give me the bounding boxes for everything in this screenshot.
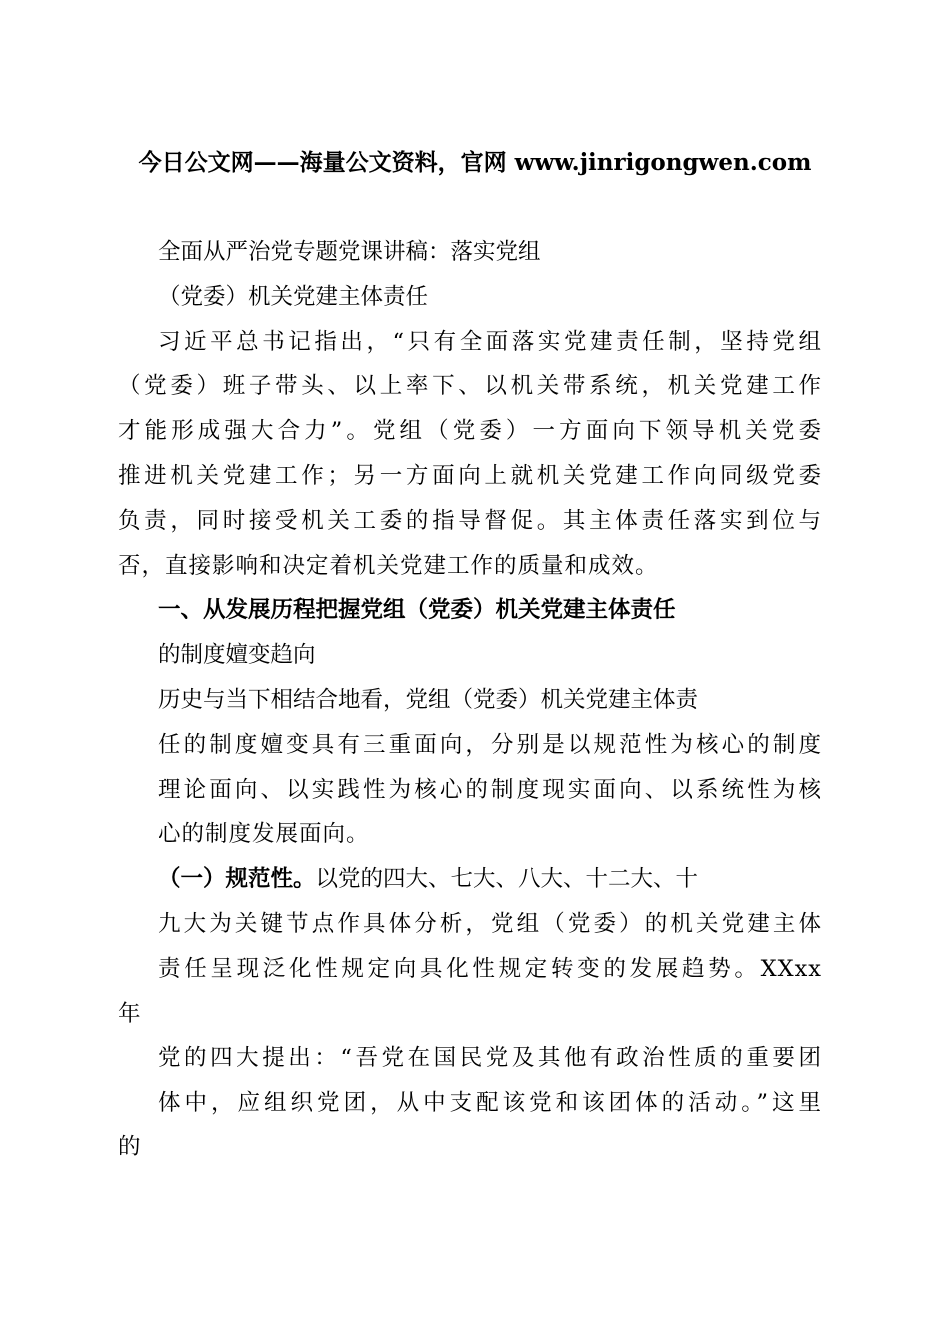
subsection-1-para-line-3: 年 bbox=[118, 1001, 141, 1027]
intro-line-1: 习近平总书记指出，“只有全面落实党建责任制，坚持党组 bbox=[158, 329, 822, 355]
subsection-1-bold-lead: （一）规范性。 bbox=[158, 866, 316, 892]
site-header: 今日公文网——海量公文资料，官网 www.jinrigongwen.com bbox=[138, 149, 812, 176]
subsection-1-lead-rest: 以党的四大、七大、八大、十二大、十 bbox=[315, 866, 699, 892]
intro-line-2: （党委）班子带头、以上率下、以机关带系统，机关党建工作 bbox=[118, 373, 822, 399]
intro-line-5: 负责，同时接受机关工委的指导督促。其主体责任落实到位与 bbox=[118, 508, 822, 534]
quote-para-line-3: 的 bbox=[118, 1134, 141, 1160]
section-1-heading-cont: 的制度嬗变趋向 bbox=[158, 642, 316, 668]
subsection-1-para-line-1: 九大为关键节点作具体分析，党组（党委）的机关党建主体 bbox=[158, 911, 822, 937]
intro-line-3: 才能形成强大合力”。党组（党委）一方面向下领导机关党委 bbox=[118, 418, 822, 444]
intro-line-4: 推进机关党建工作；另一方面向上就机关党建工作向同级党委 bbox=[118, 463, 822, 489]
subsection-1-para-line-2: 责任呈现泛化性规定向具化性规定转变的发展趋势。XXxx bbox=[158, 956, 822, 982]
section-1-para-line-2: 任的制度嬗变具有三重面向，分别是以规范性为核心的制度 bbox=[158, 732, 822, 758]
quote-para-line-1: 党的四大提出：“吾党在国民党及其他有政治性质的重要团 bbox=[158, 1045, 822, 1071]
title-line-1: 全面从严治党专题党课讲稿：落实党组 bbox=[158, 239, 541, 265]
section-1-para-line-1: 历史与当下相结合地看，党组（党委）机关党建主体责 bbox=[158, 687, 699, 713]
subsection-1-lead-line bbox=[158, 862, 698, 896]
section-1-para-line-3: 理论面向、以实践性为核心的制度现实面向、以系统性为核 bbox=[158, 777, 822, 803]
title-line-2: （党委）机关党建主体责任 bbox=[158, 284, 429, 310]
intro-line-6: 否，直接影响和决定着机关党建工作的质量和成效。 bbox=[118, 553, 659, 579]
section-1-heading: 一、从发展历程把握党组（党委）机关党建主体责任 bbox=[158, 597, 676, 623]
section-1-para-line-4: 心的制度发展面向。 bbox=[158, 821, 370, 847]
quote-para-line-2: 体中，应组织党团，从中支配该党和该团体的活动。”这里 bbox=[158, 1090, 822, 1116]
